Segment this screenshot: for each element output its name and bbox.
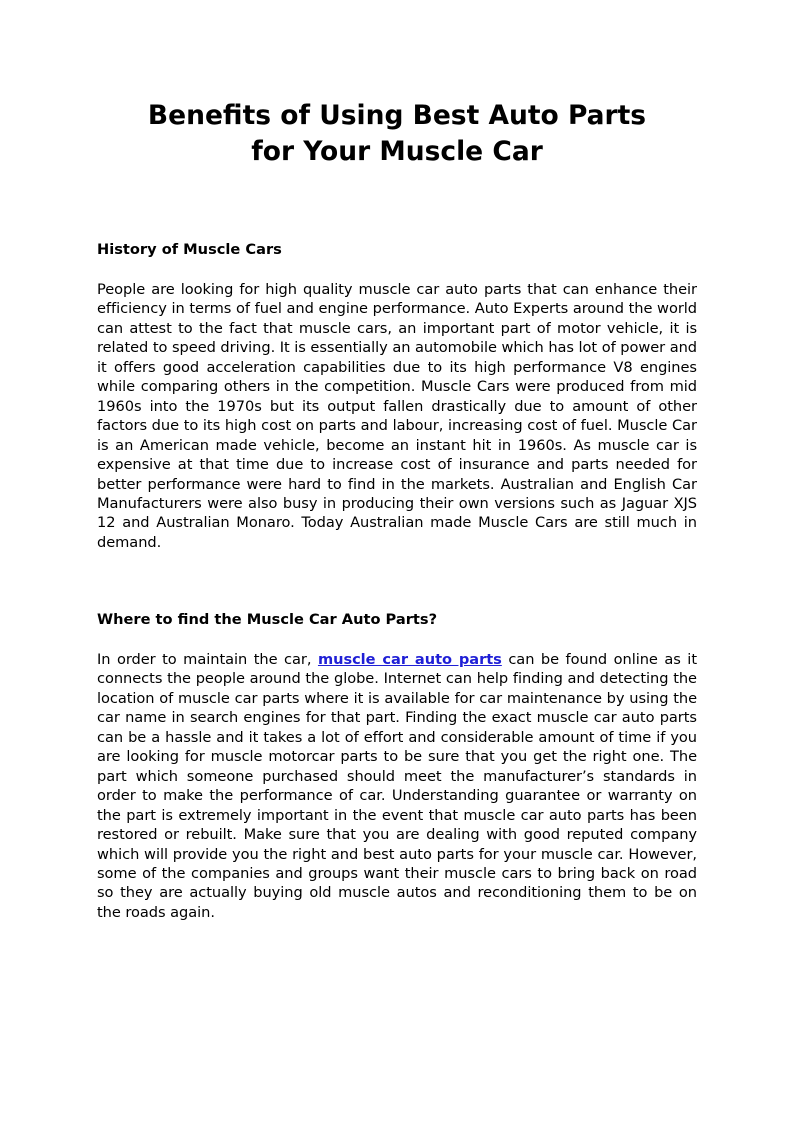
body-text-before-link: In order to maintain the car, [97, 651, 318, 668]
section-heading-history: History of Muscle Cars [97, 241, 282, 258]
page-title-line-1: Benefits of Using Best Auto Parts [147, 100, 647, 131]
page-title [97, 98, 697, 170]
page-title-line-2: for Your Muscle Car [251, 136, 543, 167]
section-body-history: People are looking for high quality muscle car auto parts that can enhance their efficiency in terms of fuel and engine performance. Auto Experts around the world can attest to the fact that muscle cars, an important part of motor vehicle, it is related to speed driving. It is essentially an automobile which has lot of power and it offers good acceleration capabilities due to its high performance V8 engines while comparing others in the competition. Muscle Cars were produced from mid 1960s into the 1970s but its output fallen drastically due to amount of other factors due to its high cost on parts and labour, increasing cost of fuel. Muscle Car is an American made vehicle, become an instant hit in 1960s. As muscle car is expensive at that time due to increase cost of insurance and parts needed for better performance were hard to find in the markets. Australian and English Car Manufacturers were also busy in producing their own versions such as Jaguar XJS 12 and Australian Monaro. Today Australian made Muscle Cars are still much in demand. [97, 281, 698, 551]
body-text-after-link: can be found online as it connects the people around the globe. Internet can help finding and detecting the location of muscle car parts where it is available for car maintenance by using the car name in search engines for that part. Finding the exact muscle car auto parts can be a hassle and it takes a lot of effort and considerable amount of time if you are looking for muscle motorcar parts to be sure that you get the right one. The part which someone purchased should meet the manufacturer’s standards in order to make the performance of car. Understanding guarantee or warranty on the part is extremely important in the event that muscle car auto parts has been restored or rebuilt. Make sure that you are dealing with good reputed company which will provide you the right and best auto parts for your muscle car. However, some of the companies and groups want their muscle cars to bring back on road so they are actually buying old muscle autos and reconditioning them to be on the roads again. [97, 651, 697, 921]
muscle-car-auto-parts-link[interactable]: muscle car auto parts [317, 651, 502, 668]
section-heading-where-to-find: Where to find the Muscle Car Auto Parts? [97, 611, 438, 628]
section-body-where-to-find [97, 650, 697, 922]
